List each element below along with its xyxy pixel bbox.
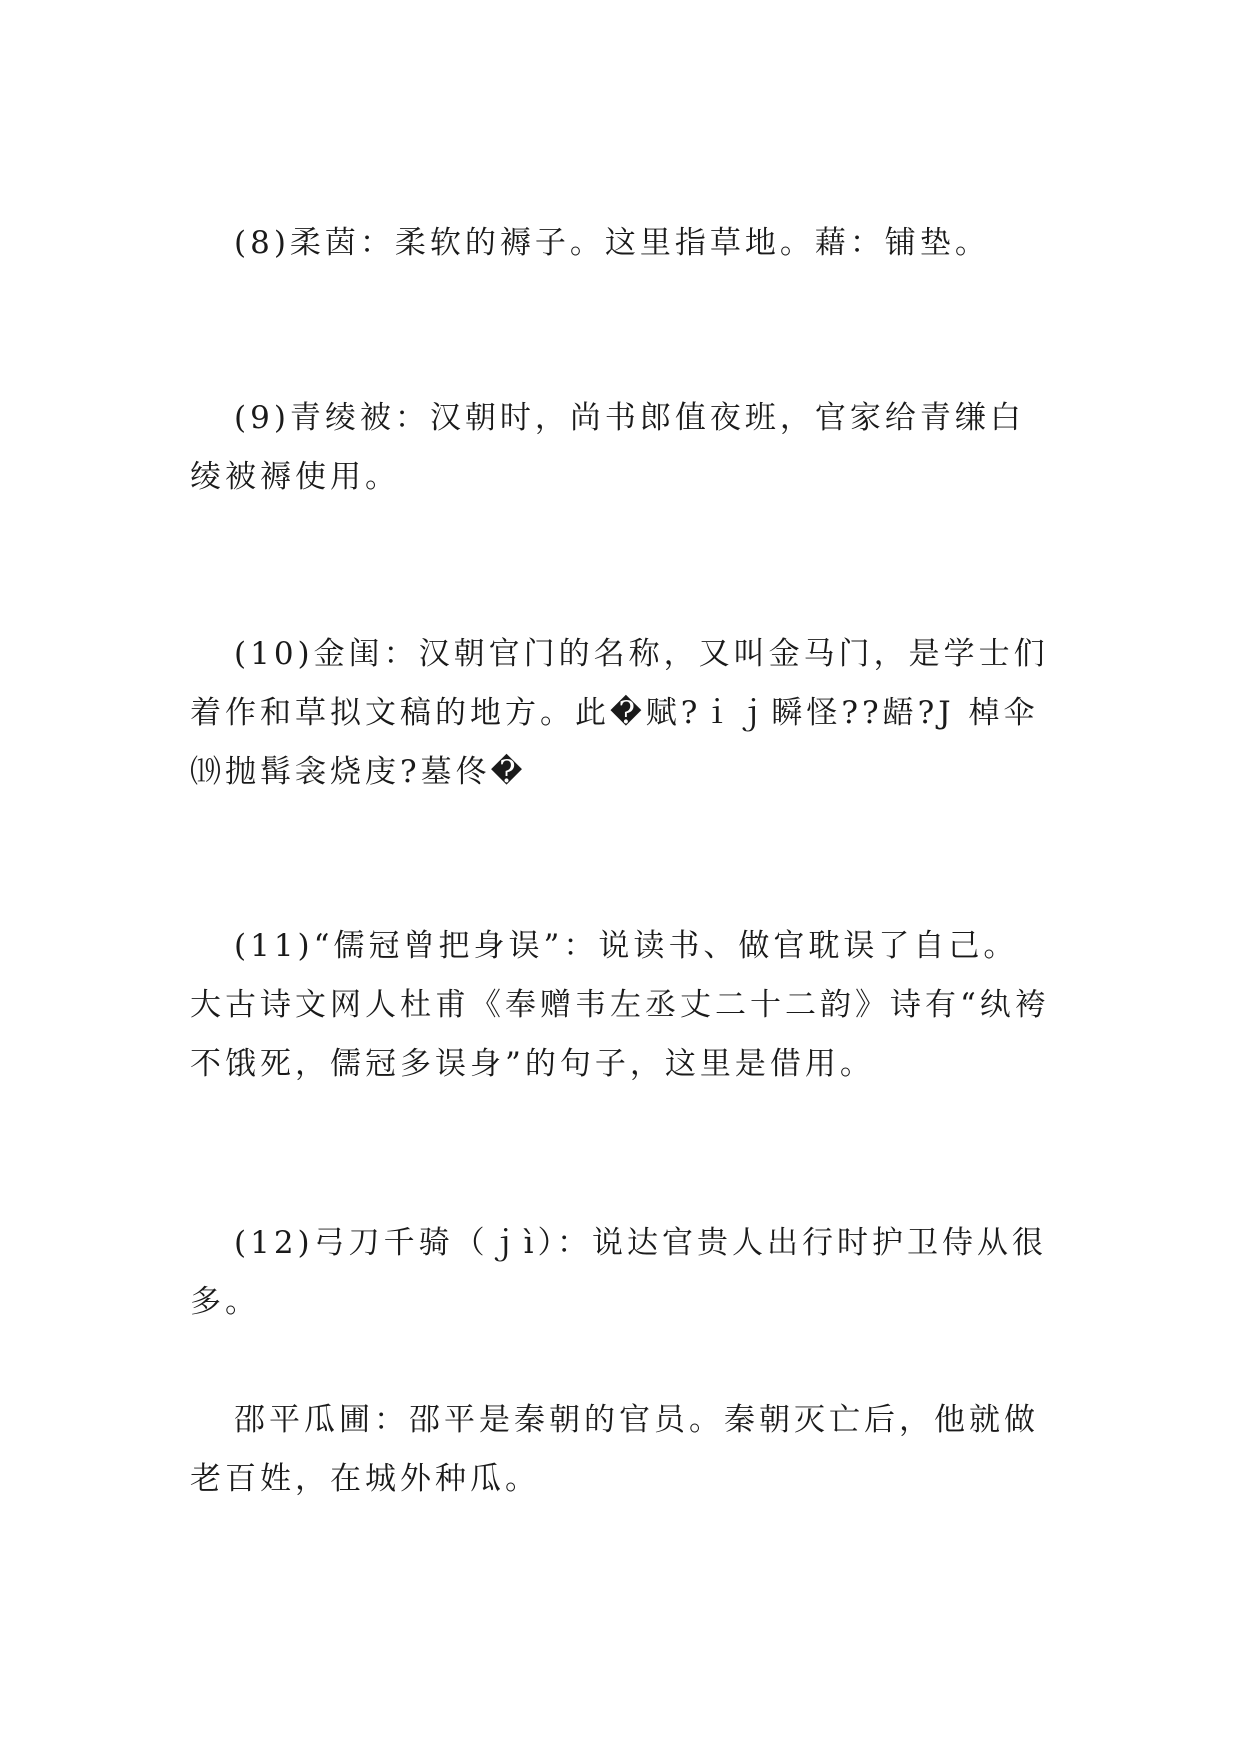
note-paragraph-11: (11)“儒冠曾把身误”：说读书、做官耽误了自己。大古诗文网人杜甫《奉赠韦左丞丈二十二韵》诗有“纨袴不饿死，儒冠多误身”的句子，这里是借用。 bbox=[190, 928, 1050, 1082]
note-paragraph-shaoping: 邵平瓜圃：邵平是秦朝的官员。秦朝灭亡后，他就做老百姓，在城外种瓜。 bbox=[190, 1402, 1039, 1497]
note-paragraph-8: (8)柔茵：柔软的褥子。这里指草地。藉：铺垫。 bbox=[234, 225, 990, 261]
note-paragraph-10: (10)金闺：汉朝官门的名称，又叫金马门，是学士们着作和草拟文稿的地方。此�赋?ｉｊ瞬怪??龉?J 棹伞⒆抛髯衾烧庋?墓佟� bbox=[190, 636, 1049, 790]
note-paragraph-12: (12)弓刀千骑（ｊì）：说达官贵人出行时护卫侍从很多。 bbox=[190, 1225, 1048, 1320]
note-paragraph-9: (9)青绫被：汉朝时，尚书郎值夜班，官家给青缣白绫被褥使用。 bbox=[190, 400, 1025, 495]
